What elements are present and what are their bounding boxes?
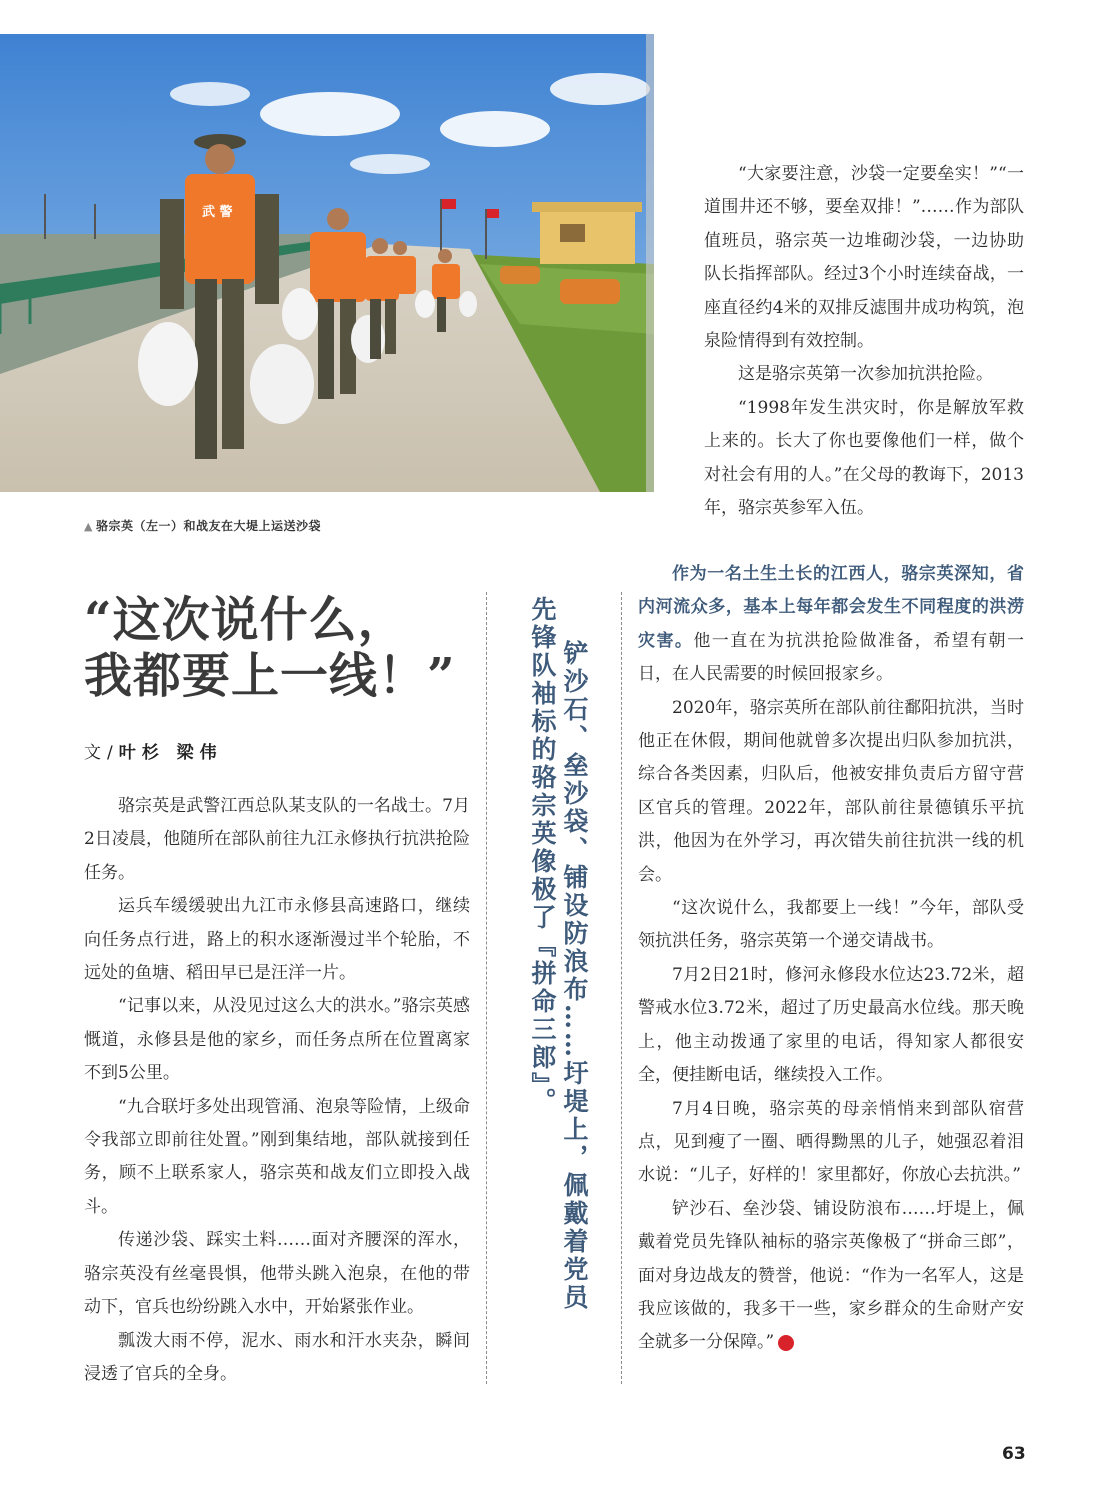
title-line-1: “这次说什么，	[84, 592, 407, 648]
article-title	[84, 592, 504, 704]
vest-label: 武 警	[202, 205, 233, 220]
title-line-2: 我都要上一线！”	[84, 648, 456, 704]
final-paragraph-text: 铲沙石、垒沙袋、铺设防浪布……圩堤上，佩戴着党员先锋队袖标的骆宗英像极了“拼命三郎”，面对身边战友的赞誉，他说：“作为一名军人，这是我应该做的，我多干一些，家乡群众的生命财产安全就多一分保障。”	[638, 1198, 1024, 1353]
photo-caption	[84, 517, 321, 534]
hero-photo	[0, 34, 654, 492]
byline	[84, 738, 223, 763]
right-column-bottom	[638, 558, 1024, 1360]
pull-quote-line-2: 先锋队袖标的骆宗英像极了『拼命三郎』。	[528, 596, 557, 1116]
left-paragraph: 骆宗英是武警江西总队某支队的一名战士。7月2日凌晨，他随所在部队前往九江永修执行抗洪抢险任务。	[84, 796, 470, 883]
left-paragraph: “记事以来，从没见过这么大的洪水。”骆宗英感慨道，永修县是他的家乡，而任务点所在位置离家不到5公里。	[84, 996, 470, 1084]
right-column-top	[704, 158, 1024, 525]
page-number: 63	[1002, 1444, 1026, 1464]
left-paragraph: 瓢泼大雨不停，泥水、雨水和汗水夹杂，瞬间浸透了官兵的全身。	[84, 1330, 470, 1384]
right-paragraph: 7月4日晚，骆宗英的母亲悄悄来到部队宿营点，见到瘦了一圈、晒得黝黑的儿子，她强忍着泪水说：“儿子，好样的！家里都好，你放心去抗洪。”	[638, 1098, 1024, 1186]
photo-caption-text: 骆宗英（左一）和战友在大堤上运送沙袋	[95, 519, 321, 533]
right-paragraph: “大家要注意，沙袋一定要垒实！”“一道围井还不够，要垒双排！”……作为部队值班员，骆宗英一边堆砌沙袋，一边协助队长指挥部队。经过3个小时连续奋战，一座直径约4米的双排反滤围井成功构筑，泡泉险情得到有效控制。	[704, 164, 1024, 352]
divider-left	[486, 592, 487, 1384]
left-paragraph: 传递沙袋、踩实土料……面对齐腰深的浑水，骆宗英没有丝毫畏惧，他带头跳入泡泉，在他的带动下，官兵也纷纷跳入水中，开始紧张作业。	[84, 1230, 470, 1318]
right-paragraph: 这是骆宗英第一次参加抗洪抢险。	[738, 364, 993, 385]
left-paragraph: “九合联圩多处出现管涌、泡泉等险情，上级命令我部立即前往处置。”刚到集结地，部队就接到任务，顾不上联系家人，骆宗英和战友们立即投入战斗。	[84, 1096, 470, 1217]
right-paragraph: “这次说什么，我都要上一线！”今年，部队受领抗洪任务，骆宗英第一个递交请战书。	[638, 898, 1024, 952]
right-paragraph: 2020年，骆宗英所在部队前往鄱阳抗洪，当时他正在休假，期间他就曾多次提出归队参加抗洪，综合各类因素，归队后，他被安排负责后方留守营区官兵的管理。2022年，部队前往景德镇乐平抗洪，他因为在外学习，再次错失前往抗洪一线的机会。	[638, 697, 1024, 885]
left-paragraph: 运兵车缓缓驶出九江市永修县高速路口，继续向任务点行进，路上的积水逐渐漫过半个轮胎，不远处的鱼塘、稻田早已是汪洋一片。	[84, 896, 470, 984]
divider-right	[621, 592, 622, 1384]
end-mark-icon: N	[778, 1335, 794, 1351]
hero-photo-illustration	[0, 34, 654, 492]
right-paragraph-last	[638, 1193, 1024, 1360]
highlight-paragraph	[638, 558, 1024, 692]
pull-quote-line-1: 铲沙石、垒沙袋、铺设防浪布……圩堤上，佩戴着党员	[560, 640, 589, 1312]
highlight-text: 作为一名土生土长的江西人，骆宗英深知，省内河流众多，基本上每年都会发生不同程度的洪涝灾害。	[638, 564, 1024, 651]
highlight-rest: 他一直在为抗洪抢险做准备，希望有朝一日，在人民需要的时候回报家乡。	[638, 630, 1025, 685]
byline-authors: 叶杉 梁伟	[118, 743, 223, 763]
right-paragraph: 7月2日21时，修河永修段水位达23.72米，超警戒水位3.72米，超过了历史最高水位线。那天晚上，他主动拨通了家里的电话，得知家人都很安全，便挂断电话，继续投入工作。	[638, 964, 1024, 1086]
byline-prefix: 文/	[84, 743, 119, 763]
right-paragraph: “1998年发生洪灾时，你是解放军救上来的。长大了你也要像他们一样，做个对社会有用的人。”在父母的教诲下，2013年，骆宗英参军入伍。	[704, 397, 1024, 519]
triangle-icon: ▲	[84, 520, 93, 533]
left-column	[84, 790, 470, 1391]
